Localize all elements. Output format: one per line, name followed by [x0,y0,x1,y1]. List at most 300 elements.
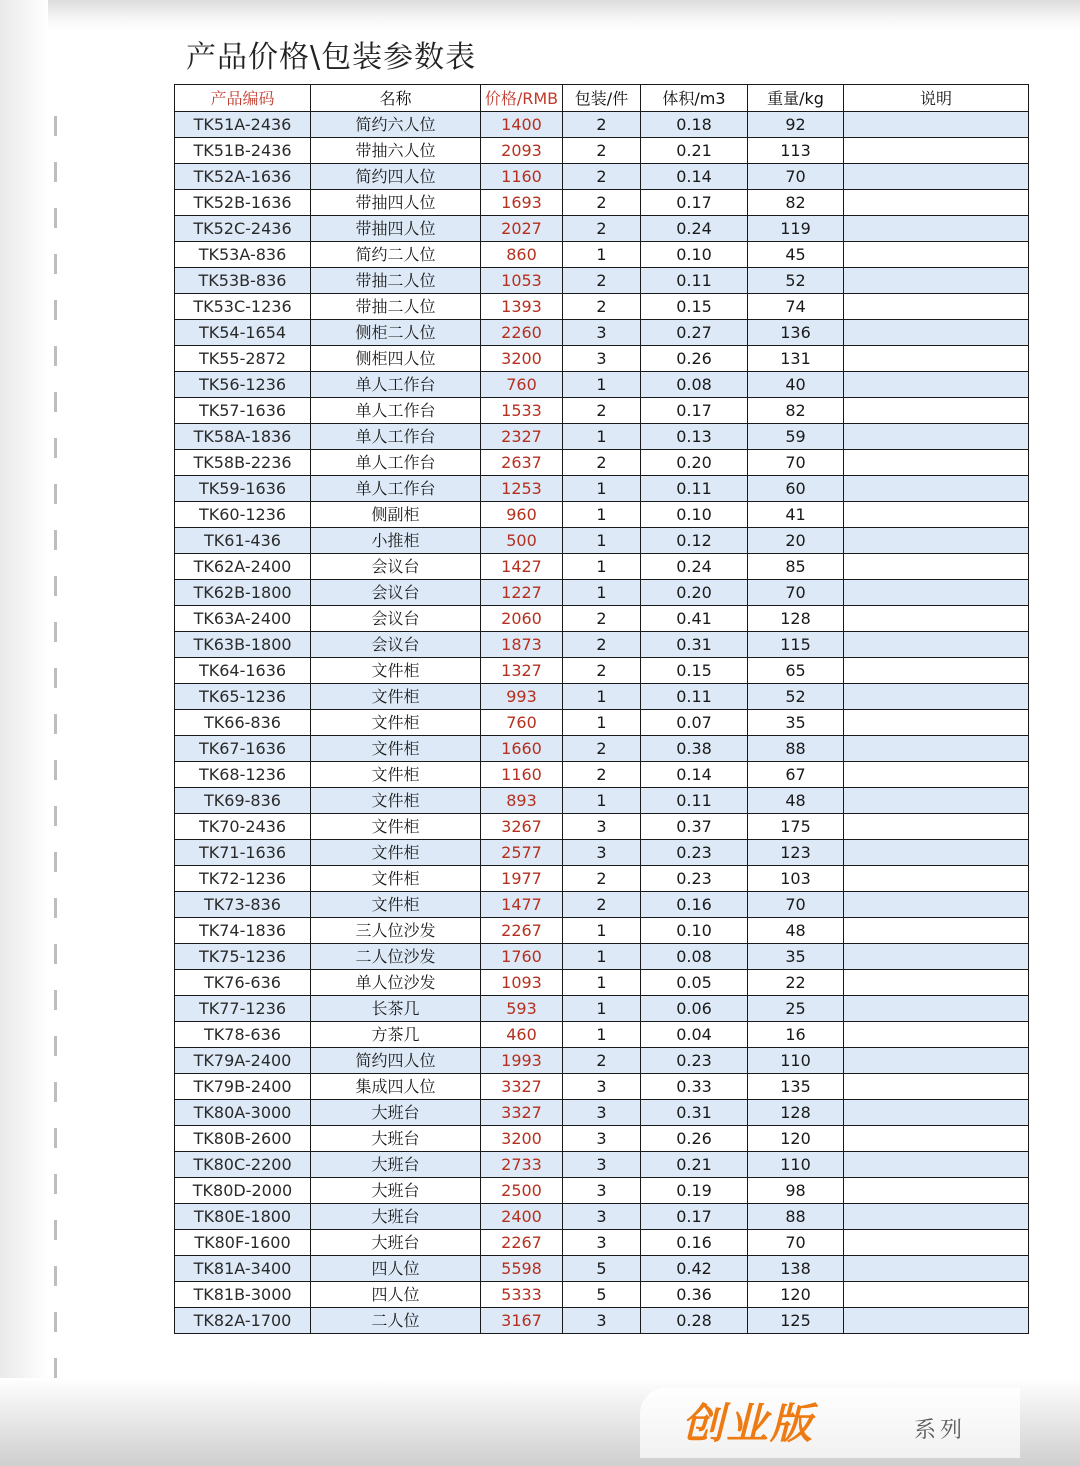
cell-name: 文件柜 [311,658,481,684]
cell-code: TK68-1236 [175,762,311,788]
cell-price: 1227 [481,580,563,606]
table-row [175,918,1029,944]
cell-weight: 70 [748,450,844,476]
cell-name: 带抽二人位 [311,268,481,294]
cell-note [844,424,1029,450]
cell-volume: 0.17 [641,398,748,424]
cell-note [844,710,1029,736]
table-row [175,684,1029,710]
cell-pack: 2 [563,866,641,892]
cell-price: 3327 [481,1074,563,1100]
cell-weight: 175 [748,814,844,840]
cell-code: TK62B-1800 [175,580,311,606]
cell-name: 带抽六人位 [311,138,481,164]
cell-note [844,112,1029,138]
cell-weight: 128 [748,1100,844,1126]
cell-price: 960 [481,502,563,528]
cell-weight: 60 [748,476,844,502]
cell-price: 2060 [481,606,563,632]
table-row [175,606,1029,632]
cell-code: TK80C-2200 [175,1152,311,1178]
cell-note [844,892,1029,918]
cell-name: 单人工作台 [311,424,481,450]
cell-code: TK80B-2600 [175,1126,311,1152]
cell-pack: 2 [563,398,641,424]
cell-volume: 0.12 [641,528,748,554]
cell-pack: 3 [563,1178,641,1204]
cell-volume: 0.06 [641,996,748,1022]
cell-pack: 2 [563,190,641,216]
cell-volume: 0.17 [641,1204,748,1230]
cell-volume: 0.15 [641,658,748,684]
cell-name: 简约四人位 [311,164,481,190]
table-row [175,1256,1029,1282]
cell-price: 1977 [481,866,563,892]
cell-weight: 41 [748,502,844,528]
cell-pack: 3 [563,814,641,840]
cell-name: 文件柜 [311,684,481,710]
cell-weight: 82 [748,398,844,424]
cell-note [844,528,1029,554]
cell-code: TK77-1236 [175,996,311,1022]
cell-name: 会议台 [311,580,481,606]
cell-code: TK52A-1636 [175,164,311,190]
cell-weight: 138 [748,1256,844,1282]
cell-volume: 0.37 [641,814,748,840]
cell-price: 593 [481,996,563,1022]
cell-pack: 1 [563,242,641,268]
cell-name: 文件柜 [311,840,481,866]
cell-price: 2267 [481,918,563,944]
cell-pack: 2 [563,658,641,684]
cell-volume: 0.31 [641,1100,748,1126]
cell-pack: 2 [563,268,641,294]
cell-price: 1393 [481,294,563,320]
cell-weight: 120 [748,1282,844,1308]
cell-note [844,346,1029,372]
cell-note [844,840,1029,866]
cell-pack: 1 [563,476,641,502]
cell-volume: 0.42 [641,1256,748,1282]
table-row [175,1074,1029,1100]
cell-volume: 0.24 [641,554,748,580]
table-row [175,944,1029,970]
cell-price: 1053 [481,268,563,294]
cell-note [844,996,1029,1022]
cell-weight: 22 [748,970,844,996]
cell-weight: 113 [748,138,844,164]
cell-note [844,866,1029,892]
cell-volume: 0.26 [641,1126,748,1152]
cell-price: 3167 [481,1308,563,1334]
table-header-row [175,85,1029,112]
cell-pack: 1 [563,502,641,528]
cell-price: 2733 [481,1152,563,1178]
cell-pack: 2 [563,762,641,788]
cell-code: TK80A-3000 [175,1100,311,1126]
cell-code: TK51A-2436 [175,112,311,138]
cell-note [844,1126,1029,1152]
cell-price: 860 [481,242,563,268]
cell-price: 3200 [481,346,563,372]
cell-code: TK57-1636 [175,398,311,424]
cell-volume: 0.04 [641,1022,748,1048]
cell-weight: 131 [748,346,844,372]
cell-pack: 3 [563,1100,641,1126]
cell-name: 带抽四人位 [311,216,481,242]
cell-code: TK53C-1236 [175,294,311,320]
cell-volume: 0.20 [641,450,748,476]
cell-weight: 40 [748,372,844,398]
cell-weight: 25 [748,996,844,1022]
cell-name: 小推柜 [311,528,481,554]
table-row [175,1230,1029,1256]
cell-name: 单人位沙发 [311,970,481,996]
table-row [175,242,1029,268]
cell-volume: 0.21 [641,1152,748,1178]
cell-weight: 110 [748,1152,844,1178]
cell-note [844,684,1029,710]
brand-logo: 创业版 [682,1399,815,1448]
cell-name: 侧柜二人位 [311,320,481,346]
cell-pack: 1 [563,528,641,554]
header-code: 产品编码 [175,85,311,112]
cell-weight: 48 [748,788,844,814]
cell-pack: 2 [563,216,641,242]
cell-note [844,398,1029,424]
cell-pack: 2 [563,450,641,476]
cell-volume: 0.17 [641,190,748,216]
cell-volume: 0.31 [641,632,748,658]
cell-pack: 1 [563,788,641,814]
cell-note [844,1178,1029,1204]
cell-volume: 0.13 [641,424,748,450]
cell-weight: 52 [748,684,844,710]
cell-note [844,1074,1029,1100]
cell-pack: 1 [563,372,641,398]
cell-code: TK52C-2436 [175,216,311,242]
cell-price: 2267 [481,1230,563,1256]
cell-note [844,372,1029,398]
cell-note [844,580,1029,606]
cell-name: 大班台 [311,1178,481,1204]
cell-price: 993 [481,684,563,710]
cell-name: 集成四人位 [311,1074,481,1100]
cell-weight: 35 [748,944,844,970]
table-row [175,736,1029,762]
table-row [175,112,1029,138]
table-row [175,164,1029,190]
table-row [175,528,1029,554]
cell-weight: 85 [748,554,844,580]
cell-volume: 0.15 [641,294,748,320]
cell-name: 会议台 [311,554,481,580]
cell-weight: 92 [748,112,844,138]
table-row [175,372,1029,398]
cell-pack: 2 [563,606,641,632]
cell-weight: 135 [748,1074,844,1100]
cell-pack: 3 [563,1204,641,1230]
cell-name: 文件柜 [311,866,481,892]
header-volume: 体积/m3 [641,85,748,112]
cell-code: TK54-1654 [175,320,311,346]
cell-code: TK64-1636 [175,658,311,684]
cell-name: 带抽二人位 [311,294,481,320]
cell-name: 简约二人位 [311,242,481,268]
cell-name: 单人工作台 [311,450,481,476]
cell-code: TK72-1236 [175,866,311,892]
cell-price: 500 [481,528,563,554]
cell-weight: 136 [748,320,844,346]
cell-pack: 3 [563,1074,641,1100]
table-row [175,1022,1029,1048]
table-row [175,138,1029,164]
cell-name: 文件柜 [311,762,481,788]
cell-name: 大班台 [311,1230,481,1256]
cell-volume: 0.26 [641,346,748,372]
table-row [175,554,1029,580]
cell-code: TK58A-1836 [175,424,311,450]
cell-name: 四人位 [311,1282,481,1308]
cell-price: 1760 [481,944,563,970]
cell-pack: 3 [563,1152,641,1178]
cell-code: TK79B-2400 [175,1074,311,1100]
cell-note [844,1022,1029,1048]
cell-name: 方茶几 [311,1022,481,1048]
cell-note [844,632,1029,658]
cell-name: 简约六人位 [311,112,481,138]
cell-price: 2327 [481,424,563,450]
cell-price: 1873 [481,632,563,658]
header-pack: 包装/件 [563,85,641,112]
cell-code: TK75-1236 [175,944,311,970]
cell-note [844,814,1029,840]
cell-price: 2637 [481,450,563,476]
cell-name: 单人工作台 [311,372,481,398]
cell-note [844,944,1029,970]
cell-note [844,294,1029,320]
cell-weight: 82 [748,190,844,216]
cell-volume: 0.08 [641,372,748,398]
cell-code: TK63B-1800 [175,632,311,658]
table-row [175,190,1029,216]
cell-pack: 2 [563,294,641,320]
cell-price: 1993 [481,1048,563,1074]
cell-price: 2093 [481,138,563,164]
cell-code: TK71-1636 [175,840,311,866]
cell-pack: 3 [563,346,641,372]
cell-name: 简约四人位 [311,1048,481,1074]
table-row [175,1204,1029,1230]
cell-name: 会议台 [311,632,481,658]
cell-price: 3327 [481,1100,563,1126]
cell-note [844,1100,1029,1126]
cell-price: 3200 [481,1126,563,1152]
table-row [175,632,1029,658]
cell-note [844,554,1029,580]
left-decor-band [0,0,48,1466]
cell-code: TK53A-836 [175,242,311,268]
cell-weight: 74 [748,294,844,320]
cell-volume: 0.20 [641,580,748,606]
cell-code: TK81B-3000 [175,1282,311,1308]
cell-name: 文件柜 [311,814,481,840]
cell-note [844,320,1029,346]
cell-volume: 0.11 [641,476,748,502]
cell-volume: 0.21 [641,138,748,164]
cell-name: 带抽四人位 [311,190,481,216]
table-row [175,1178,1029,1204]
cell-name: 侧副柜 [311,502,481,528]
table-row [175,1308,1029,1334]
cell-pack: 1 [563,424,641,450]
header-name: 名称 [311,85,481,112]
table-row [175,814,1029,840]
cell-weight: 103 [748,866,844,892]
cell-weight: 16 [748,1022,844,1048]
cell-volume: 0.08 [641,944,748,970]
cell-code: TK78-636 [175,1022,311,1048]
table-row [175,762,1029,788]
cell-weight: 128 [748,606,844,632]
cell-name: 文件柜 [311,710,481,736]
cell-code: TK61-436 [175,528,311,554]
table-row [175,788,1029,814]
cell-pack: 3 [563,1308,641,1334]
cell-pack: 3 [563,1126,641,1152]
cell-name: 三人位沙发 [311,918,481,944]
cell-weight: 70 [748,1230,844,1256]
cell-note [844,1256,1029,1282]
cell-volume: 0.16 [641,892,748,918]
cell-price: 760 [481,710,563,736]
top-decor-band [0,0,1080,30]
cell-volume: 0.10 [641,242,748,268]
cell-note [844,450,1029,476]
table-row [175,476,1029,502]
cell-note [844,502,1029,528]
cell-price: 1533 [481,398,563,424]
cell-note [844,970,1029,996]
cell-code: TK55-2872 [175,346,311,372]
cell-note [844,658,1029,684]
cell-volume: 0.19 [641,1178,748,1204]
cell-price: 2400 [481,1204,563,1230]
cell-note [844,788,1029,814]
cell-price: 1400 [481,112,563,138]
cell-volume: 0.24 [641,216,748,242]
cell-code: TK62A-2400 [175,554,311,580]
cell-weight: 45 [748,242,844,268]
cell-price: 1327 [481,658,563,684]
cell-pack: 1 [563,580,641,606]
cell-pack: 5 [563,1256,641,1282]
cell-volume: 0.28 [641,1308,748,1334]
cell-pack: 1 [563,970,641,996]
cell-price: 5333 [481,1282,563,1308]
cell-note [844,1048,1029,1074]
cell-weight: 119 [748,216,844,242]
cell-note [844,762,1029,788]
cell-weight: 88 [748,736,844,762]
cell-pack: 3 [563,320,641,346]
cell-volume: 0.27 [641,320,748,346]
cell-volume: 0.11 [641,788,748,814]
table-row [175,1282,1029,1308]
cell-price: 760 [481,372,563,398]
brand-series-label: 系列 [914,1418,967,1443]
header-price: 价格/RMB [481,85,563,112]
cell-note [844,476,1029,502]
cell-weight: 110 [748,1048,844,1074]
cell-price: 1093 [481,970,563,996]
cell-code: TK67-1636 [175,736,311,762]
table-row [175,1152,1029,1178]
cell-price: 1253 [481,476,563,502]
cell-weight: 120 [748,1126,844,1152]
cell-pack: 2 [563,138,641,164]
cell-price: 1660 [481,736,563,762]
cell-weight: 70 [748,892,844,918]
cell-code: TK56-1236 [175,372,311,398]
cell-note [844,1282,1029,1308]
cell-code: TK80E-1800 [175,1204,311,1230]
table-row [175,398,1029,424]
table-row [175,450,1029,476]
cell-pack: 2 [563,112,641,138]
cell-code: TK69-836 [175,788,311,814]
cell-name: 单人工作台 [311,398,481,424]
cell-code: TK65-1236 [175,684,311,710]
cell-code: TK81A-3400 [175,1256,311,1282]
cell-price: 2577 [481,840,563,866]
cell-pack: 2 [563,736,641,762]
cell-price: 5598 [481,1256,563,1282]
cell-note [844,242,1029,268]
cell-name: 二人位 [311,1308,481,1334]
header-weight: 重量/kg [748,85,844,112]
cell-name: 文件柜 [311,892,481,918]
cell-pack: 3 [563,840,641,866]
cell-volume: 0.10 [641,502,748,528]
cell-name: 文件柜 [311,788,481,814]
cell-code: TK79A-2400 [175,1048,311,1074]
table-row [175,1126,1029,1152]
price-table [174,84,1029,1334]
table-row [175,1100,1029,1126]
cell-weight: 98 [748,1178,844,1204]
cell-pack: 1 [563,1022,641,1048]
cell-pack: 5 [563,1282,641,1308]
cell-price: 1427 [481,554,563,580]
cell-weight: 67 [748,762,844,788]
cell-pack: 1 [563,710,641,736]
table-row [175,320,1029,346]
cell-pack: 3 [563,1230,641,1256]
table-body [175,112,1029,1334]
cell-pack: 2 [563,1048,641,1074]
table-row [175,216,1029,242]
cell-volume: 0.10 [641,918,748,944]
cell-volume: 0.23 [641,1048,748,1074]
cell-name: 四人位 [311,1256,481,1282]
cell-price: 1160 [481,164,563,190]
cell-name: 大班台 [311,1152,481,1178]
table-row [175,970,1029,996]
cell-weight: 70 [748,164,844,190]
cell-weight: 123 [748,840,844,866]
cell-code: TK73-836 [175,892,311,918]
